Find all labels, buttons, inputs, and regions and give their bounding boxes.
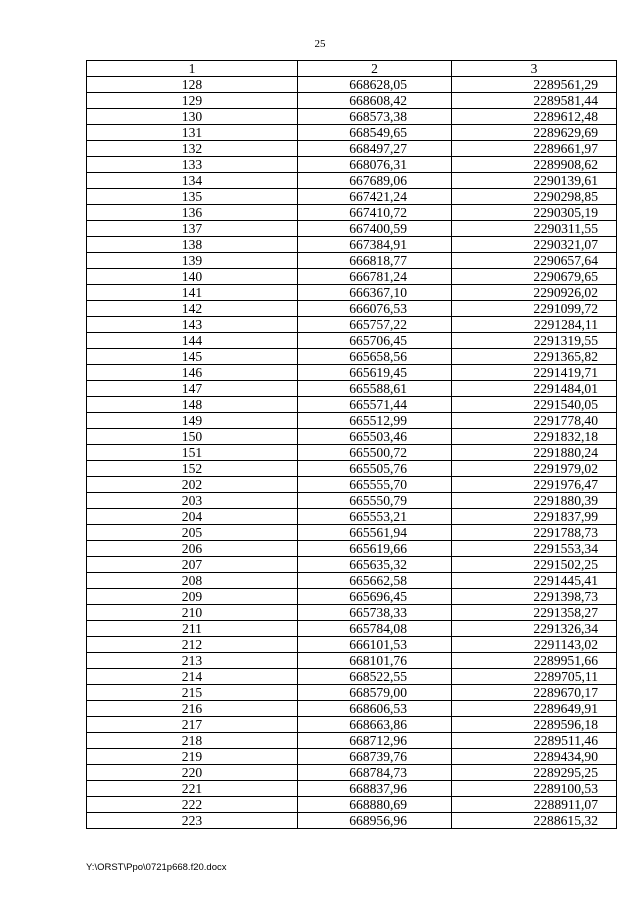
x-coordinate-cell: 668628,05: [298, 77, 452, 93]
table-row: [87, 765, 617, 781]
column-header-3: 3: [452, 61, 617, 77]
table-row: [87, 237, 617, 253]
point-number-cell: 213: [87, 653, 298, 669]
point-number-cell: 128: [87, 77, 298, 93]
table-row: [87, 173, 617, 189]
x-coordinate-cell: 666818,77: [298, 253, 452, 269]
table-body: [87, 77, 617, 829]
y-coordinate-cell: 2291502,25: [452, 557, 617, 573]
y-coordinate-cell: 2290679,65: [452, 269, 617, 285]
x-coordinate-cell: 665512,99: [298, 413, 452, 429]
x-coordinate-cell: 665658,56: [298, 349, 452, 365]
point-number-cell: 214: [87, 669, 298, 685]
point-number-cell: 204: [87, 509, 298, 525]
y-coordinate-cell: 2290298,85: [452, 189, 617, 205]
table-row: [87, 717, 617, 733]
x-coordinate-cell: 665500,72: [298, 445, 452, 461]
table-row: [87, 141, 617, 157]
x-coordinate-cell: 666076,53: [298, 301, 452, 317]
table-row: [87, 189, 617, 205]
table-row: [87, 157, 617, 173]
x-coordinate-cell: 665738,33: [298, 605, 452, 621]
y-coordinate-cell: 2290311,55: [452, 221, 617, 237]
point-number-cell: 209: [87, 589, 298, 605]
x-coordinate-cell: 666101,53: [298, 637, 452, 653]
y-coordinate-cell: 2291880,24: [452, 445, 617, 461]
table-row: [87, 429, 617, 445]
table-row: [87, 653, 617, 669]
point-number-cell: 211: [87, 621, 298, 637]
point-number-cell: 146: [87, 365, 298, 381]
point-number-cell: 129: [87, 93, 298, 109]
y-coordinate-cell: 2289511,46: [452, 733, 617, 749]
table-row: [87, 77, 617, 93]
point-number-cell: 205: [87, 525, 298, 541]
y-coordinate-cell: 2291143,02: [452, 637, 617, 653]
x-coordinate-cell: 665505,76: [298, 461, 452, 477]
table-row: [87, 109, 617, 125]
y-coordinate-cell: 2289649,91: [452, 701, 617, 717]
table-row: [87, 317, 617, 333]
x-coordinate-cell: 668880,69: [298, 797, 452, 813]
table-row: [87, 349, 617, 365]
column-header-1: 1: [87, 61, 298, 77]
table-row: [87, 493, 617, 509]
y-coordinate-cell: 2289705,11: [452, 669, 617, 685]
table-row: [87, 205, 617, 221]
point-number-cell: 136: [87, 205, 298, 221]
x-coordinate-cell: 667384,91: [298, 237, 452, 253]
table-row: [87, 749, 617, 765]
x-coordinate-cell: 668837,96: [298, 781, 452, 797]
table-header-row: [87, 61, 617, 77]
y-coordinate-cell: 2291326,34: [452, 621, 617, 637]
page-number: 25: [314, 38, 326, 50]
table-row: [87, 365, 617, 381]
y-coordinate-cell: 2288615,32: [452, 813, 617, 829]
x-coordinate-cell: 665555,70: [298, 477, 452, 493]
y-coordinate-cell: 2289670,17: [452, 685, 617, 701]
x-coordinate-cell: 665553,21: [298, 509, 452, 525]
x-coordinate-cell: 668522,55: [298, 669, 452, 685]
x-coordinate-cell: 665571,44: [298, 397, 452, 413]
y-coordinate-cell: 2291419,71: [452, 365, 617, 381]
y-coordinate-cell: 2291484,01: [452, 381, 617, 397]
table-row: [87, 605, 617, 621]
point-number-cell: 143: [87, 317, 298, 333]
x-coordinate-cell: 667410,72: [298, 205, 452, 221]
y-coordinate-cell: 2291284,11: [452, 317, 617, 333]
x-coordinate-cell: 668606,53: [298, 701, 452, 717]
x-coordinate-cell: 668956,96: [298, 813, 452, 829]
x-coordinate-cell: 668712,96: [298, 733, 452, 749]
point-number-cell: 137: [87, 221, 298, 237]
point-number-cell: 206: [87, 541, 298, 557]
x-coordinate-cell: 668663,86: [298, 717, 452, 733]
table-row: [87, 733, 617, 749]
x-coordinate-cell: 668608,42: [298, 93, 452, 109]
x-coordinate-cell: 667689,06: [298, 173, 452, 189]
x-coordinate-cell: 665588,61: [298, 381, 452, 397]
x-coordinate-cell: 665662,58: [298, 573, 452, 589]
table-row: [87, 253, 617, 269]
column-header-2: 2: [298, 61, 452, 77]
x-coordinate-cell: 665561,94: [298, 525, 452, 541]
point-number-cell: 203: [87, 493, 298, 509]
footer-file-path: Y:\ORST\Ppo\0721p668.f20.docx: [86, 862, 227, 873]
point-number-cell: 147: [87, 381, 298, 397]
table-row: [87, 461, 617, 477]
table-row: [87, 509, 617, 525]
y-coordinate-cell: 2291832,18: [452, 429, 617, 445]
point-number-cell: 134: [87, 173, 298, 189]
y-coordinate-cell: 2291099,72: [452, 301, 617, 317]
point-number-cell: 140: [87, 269, 298, 285]
point-number-cell: 215: [87, 685, 298, 701]
point-number-cell: 208: [87, 573, 298, 589]
point-number-cell: 212: [87, 637, 298, 653]
point-number-cell: 207: [87, 557, 298, 573]
point-number-cell: 218: [87, 733, 298, 749]
point-number-cell: 135: [87, 189, 298, 205]
point-number-cell: 223: [87, 813, 298, 829]
point-number-cell: 219: [87, 749, 298, 765]
point-number-cell: 139: [87, 253, 298, 269]
point-number-cell: 149: [87, 413, 298, 429]
coordinates-table: [86, 60, 617, 829]
y-coordinate-cell: 2290926,02: [452, 285, 617, 301]
point-number-cell: 133: [87, 157, 298, 173]
point-number-cell: 220: [87, 765, 298, 781]
y-coordinate-cell: 2289434,90: [452, 749, 617, 765]
x-coordinate-cell: 666367,10: [298, 285, 452, 301]
point-number-cell: 202: [87, 477, 298, 493]
y-coordinate-cell: 2290321,07: [452, 237, 617, 253]
table-row: [87, 301, 617, 317]
table-row: [87, 797, 617, 813]
table-row: [87, 621, 617, 637]
y-coordinate-cell: 2290305,19: [452, 205, 617, 221]
table-row: [87, 525, 617, 541]
point-number-cell: 217: [87, 717, 298, 733]
table-row: [87, 573, 617, 589]
x-coordinate-cell: 665784,08: [298, 621, 452, 637]
point-number-cell: 151: [87, 445, 298, 461]
y-coordinate-cell: 2291837,99: [452, 509, 617, 525]
y-coordinate-cell: 2290139,61: [452, 173, 617, 189]
x-coordinate-cell: 667421,24: [298, 189, 452, 205]
y-coordinate-cell: 2291788,73: [452, 525, 617, 541]
table-row: [87, 669, 617, 685]
x-coordinate-cell: 665619,45: [298, 365, 452, 381]
x-coordinate-cell: 665503,46: [298, 429, 452, 445]
point-number-cell: 130: [87, 109, 298, 125]
y-coordinate-cell: 2289612,48: [452, 109, 617, 125]
point-number-cell: 131: [87, 125, 298, 141]
table-row: [87, 221, 617, 237]
point-number-cell: 148: [87, 397, 298, 413]
point-number-cell: 144: [87, 333, 298, 349]
table-row: [87, 781, 617, 797]
x-coordinate-cell: 665706,45: [298, 333, 452, 349]
y-coordinate-cell: 2288911,07: [452, 797, 617, 813]
y-coordinate-cell: 2289100,53: [452, 781, 617, 797]
y-coordinate-cell: 2290657,64: [452, 253, 617, 269]
x-coordinate-cell: 668739,76: [298, 749, 452, 765]
x-coordinate-cell: 668784,73: [298, 765, 452, 781]
x-coordinate-cell: 667400,59: [298, 221, 452, 237]
x-coordinate-cell: 668579,00: [298, 685, 452, 701]
point-number-cell: 210: [87, 605, 298, 621]
y-coordinate-cell: 2289561,29: [452, 77, 617, 93]
x-coordinate-cell: 665550,79: [298, 493, 452, 509]
point-number-cell: 138: [87, 237, 298, 253]
y-coordinate-cell: 2289951,66: [452, 653, 617, 669]
y-coordinate-cell: 2291358,27: [452, 605, 617, 621]
x-coordinate-cell: 665619,66: [298, 541, 452, 557]
x-coordinate-cell: 666781,24: [298, 269, 452, 285]
x-coordinate-cell: 668497,27: [298, 141, 452, 157]
table-row: [87, 701, 617, 717]
point-number-cell: 216: [87, 701, 298, 717]
y-coordinate-cell: 2291880,39: [452, 493, 617, 509]
y-coordinate-cell: 2289295,25: [452, 765, 617, 781]
point-number-cell: 152: [87, 461, 298, 477]
y-coordinate-cell: 2291979,02: [452, 461, 617, 477]
table-row: [87, 557, 617, 573]
table-row: [87, 541, 617, 557]
x-coordinate-cell: 668076,31: [298, 157, 452, 173]
table-row: [87, 381, 617, 397]
y-coordinate-cell: 2291553,34: [452, 541, 617, 557]
table-row: [87, 285, 617, 301]
x-coordinate-cell: 668573,38: [298, 109, 452, 125]
x-coordinate-cell: 668549,65: [298, 125, 452, 141]
table-row: [87, 397, 617, 413]
y-coordinate-cell: 2289596,18: [452, 717, 617, 733]
table-row: [87, 685, 617, 701]
y-coordinate-cell: 2291445,41: [452, 573, 617, 589]
table-row: [87, 333, 617, 349]
point-number-cell: 142: [87, 301, 298, 317]
y-coordinate-cell: 2289908,62: [452, 157, 617, 173]
table-row: [87, 93, 617, 109]
x-coordinate-cell: 665635,32: [298, 557, 452, 573]
table-row: [87, 445, 617, 461]
table-row: [87, 813, 617, 829]
point-number-cell: 132: [87, 141, 298, 157]
point-number-cell: 221: [87, 781, 298, 797]
x-coordinate-cell: 665757,22: [298, 317, 452, 333]
point-number-cell: 145: [87, 349, 298, 365]
y-coordinate-cell: 2291540,05: [452, 397, 617, 413]
point-number-cell: 222: [87, 797, 298, 813]
y-coordinate-cell: 2291365,82: [452, 349, 617, 365]
table-row: [87, 269, 617, 285]
table-row: [87, 637, 617, 653]
y-coordinate-cell: 2291398,73: [452, 589, 617, 605]
table-row: [87, 589, 617, 605]
point-number-cell: 141: [87, 285, 298, 301]
table-row: [87, 413, 617, 429]
y-coordinate-cell: 2289661,97: [452, 141, 617, 157]
y-coordinate-cell: 2291778,40: [452, 413, 617, 429]
y-coordinate-cell: 2291976,47: [452, 477, 617, 493]
y-coordinate-cell: 2289629,69: [452, 125, 617, 141]
table-row: [87, 477, 617, 493]
y-coordinate-cell: 2289581,44: [452, 93, 617, 109]
point-number-cell: 150: [87, 429, 298, 445]
y-coordinate-cell: 2291319,55: [452, 333, 617, 349]
x-coordinate-cell: 665696,45: [298, 589, 452, 605]
table-row: [87, 125, 617, 141]
x-coordinate-cell: 668101,76: [298, 653, 452, 669]
